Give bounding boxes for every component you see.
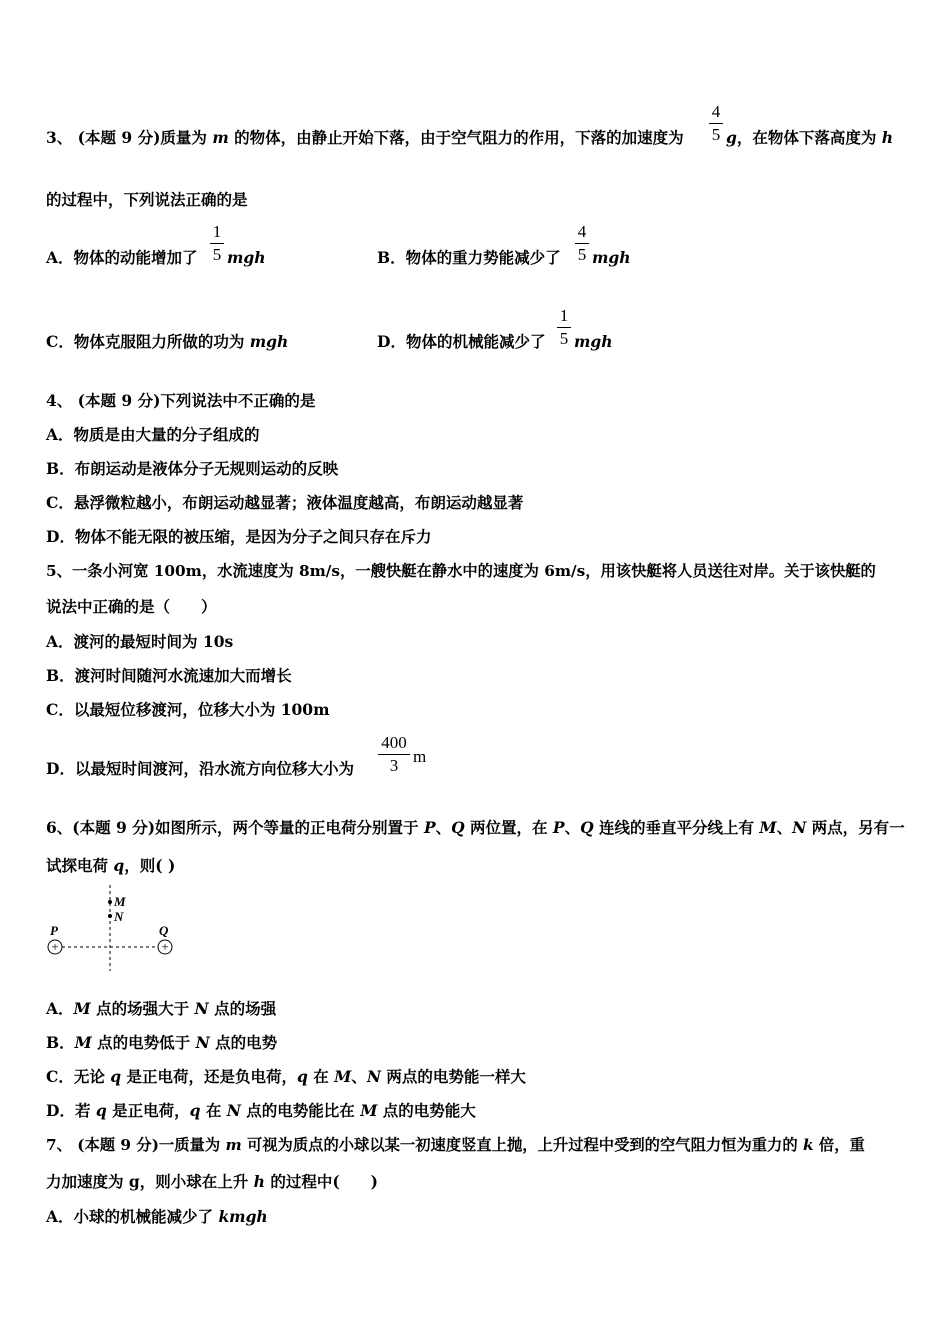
q3-option-b: B．物体的重力势能减少了 — [377, 248, 561, 267]
q4-option-a: A．物质是由大量的分子组成的 — [46, 425, 260, 444]
q5-option-c: C．以最短位移渡河，位移大小为 100m — [46, 700, 330, 719]
q3-option-d-expr: mgh — [574, 332, 613, 351]
q5-option-d: D．以最短时间渡河，沿水流方向位移大小为 — [46, 759, 354, 778]
q6-option-b: B．M 点的电势低于 N 点的电势 — [46, 1033, 278, 1052]
q7-stem-line2: 力加速度为 g，则小球在上升 h 的过程中( ) — [46, 1172, 378, 1191]
q6-option-a: A．M 点的场强大于 N 点的场强 — [46, 999, 277, 1018]
label-q: Q — [159, 923, 169, 938]
q6-option-c: C．无论 q 是正电荷，还是负电荷，q 在 M、N 两点的电势能一样大 — [46, 1067, 526, 1086]
q6-charge-diagram — [40, 883, 190, 975]
q7-stem-line1: 7、 (本题 9 分)一质量为 m 可视为质点的小球以某一初速度竖直上抛，上升过程中受到的空气阻力恒为重力的 k 倍，重 — [46, 1136, 865, 1154]
q3-stem-line1-tail: g，在物体下落高度为 h — [726, 128, 894, 147]
q4-option-c: C．悬浮微粒越小，布朗运动越显著；液体温度越高，布朗运动越显著 — [46, 493, 524, 512]
q5-stem-line1: 5、一条小河宽 100m，水流速度为 8m/s，一艘快艇在静水中的速度为 6m/s，用该快艇将人员送往对岸。关于该快艇的 — [46, 562, 876, 580]
q6-stem-line2: 试探电荷 q，则( ) — [46, 856, 176, 875]
q4-option-b: B．布朗运动是液体分子无规则运动的反映 — [46, 459, 339, 478]
q3-option-a-fraction: 1 5 — [210, 223, 224, 264]
point-n — [108, 914, 112, 918]
q5-option-d-fraction: 400 3 — [378, 734, 410, 775]
q3-fraction: 4 5 — [709, 103, 723, 144]
q3-option-a-expr: mgh — [227, 248, 266, 267]
q3-option-d: D．物体的机械能减少了 — [377, 332, 546, 351]
q3-option-b-expr: mgh — [592, 248, 631, 267]
label-p: P — [50, 923, 58, 938]
q6-stem-line1: 6、(本题 9 分)如图所示，两个等量的正电荷分别置于 P、Q 两位置，在 P、Q 连线的垂直平分线上有 M、N 两点，另有一 — [46, 818, 905, 837]
q4-option-d: D．物体不能无限的被压缩，是因为分子之间只存在斥力 — [46, 527, 432, 546]
q5-option-d-unit: m — [413, 747, 427, 766]
q3-stem-line1: 3、 (本题 9 分)质量为 m 的物体，由静止开始下落，由于空气阻力的作用，下落的加速度为 — [46, 128, 684, 147]
q6-option-d: D．若 q 是正电荷，q 在 N 点的电势能比在 M 点的电势能大 — [46, 1101, 476, 1120]
var-m: m — [212, 128, 229, 147]
q3-option-b-fraction: 4 5 — [575, 223, 589, 264]
q3-option-d-fraction: 1 5 — [557, 307, 571, 348]
q5-option-b: B．渡河时间随河水流速加大而增长 — [46, 666, 292, 685]
q3-option-a: A．物体的动能增加了 — [46, 248, 198, 267]
label-n: N — [114, 909, 124, 924]
charge-p-sign: + — [51, 939, 59, 954]
point-m — [108, 900, 112, 904]
q7-option-a: A．小球的机械能减少了 kmgh — [46, 1207, 268, 1226]
charge-q-sign: + — [161, 939, 169, 954]
q3-option-c: C．物体克服阻力所做的功为 mgh — [46, 332, 289, 351]
q5-option-a: A．渡河的最短时间为 10s — [46, 632, 234, 651]
q3-stem-line2: 的过程中，下列说法正确的是 — [46, 190, 248, 209]
label-m: M — [114, 894, 126, 909]
q5-stem-line2: 说法中正确的是（ ） — [46, 597, 217, 616]
q4-stem: 4、 (本题 9 分)下列说法中不正确的是 — [46, 391, 316, 410]
